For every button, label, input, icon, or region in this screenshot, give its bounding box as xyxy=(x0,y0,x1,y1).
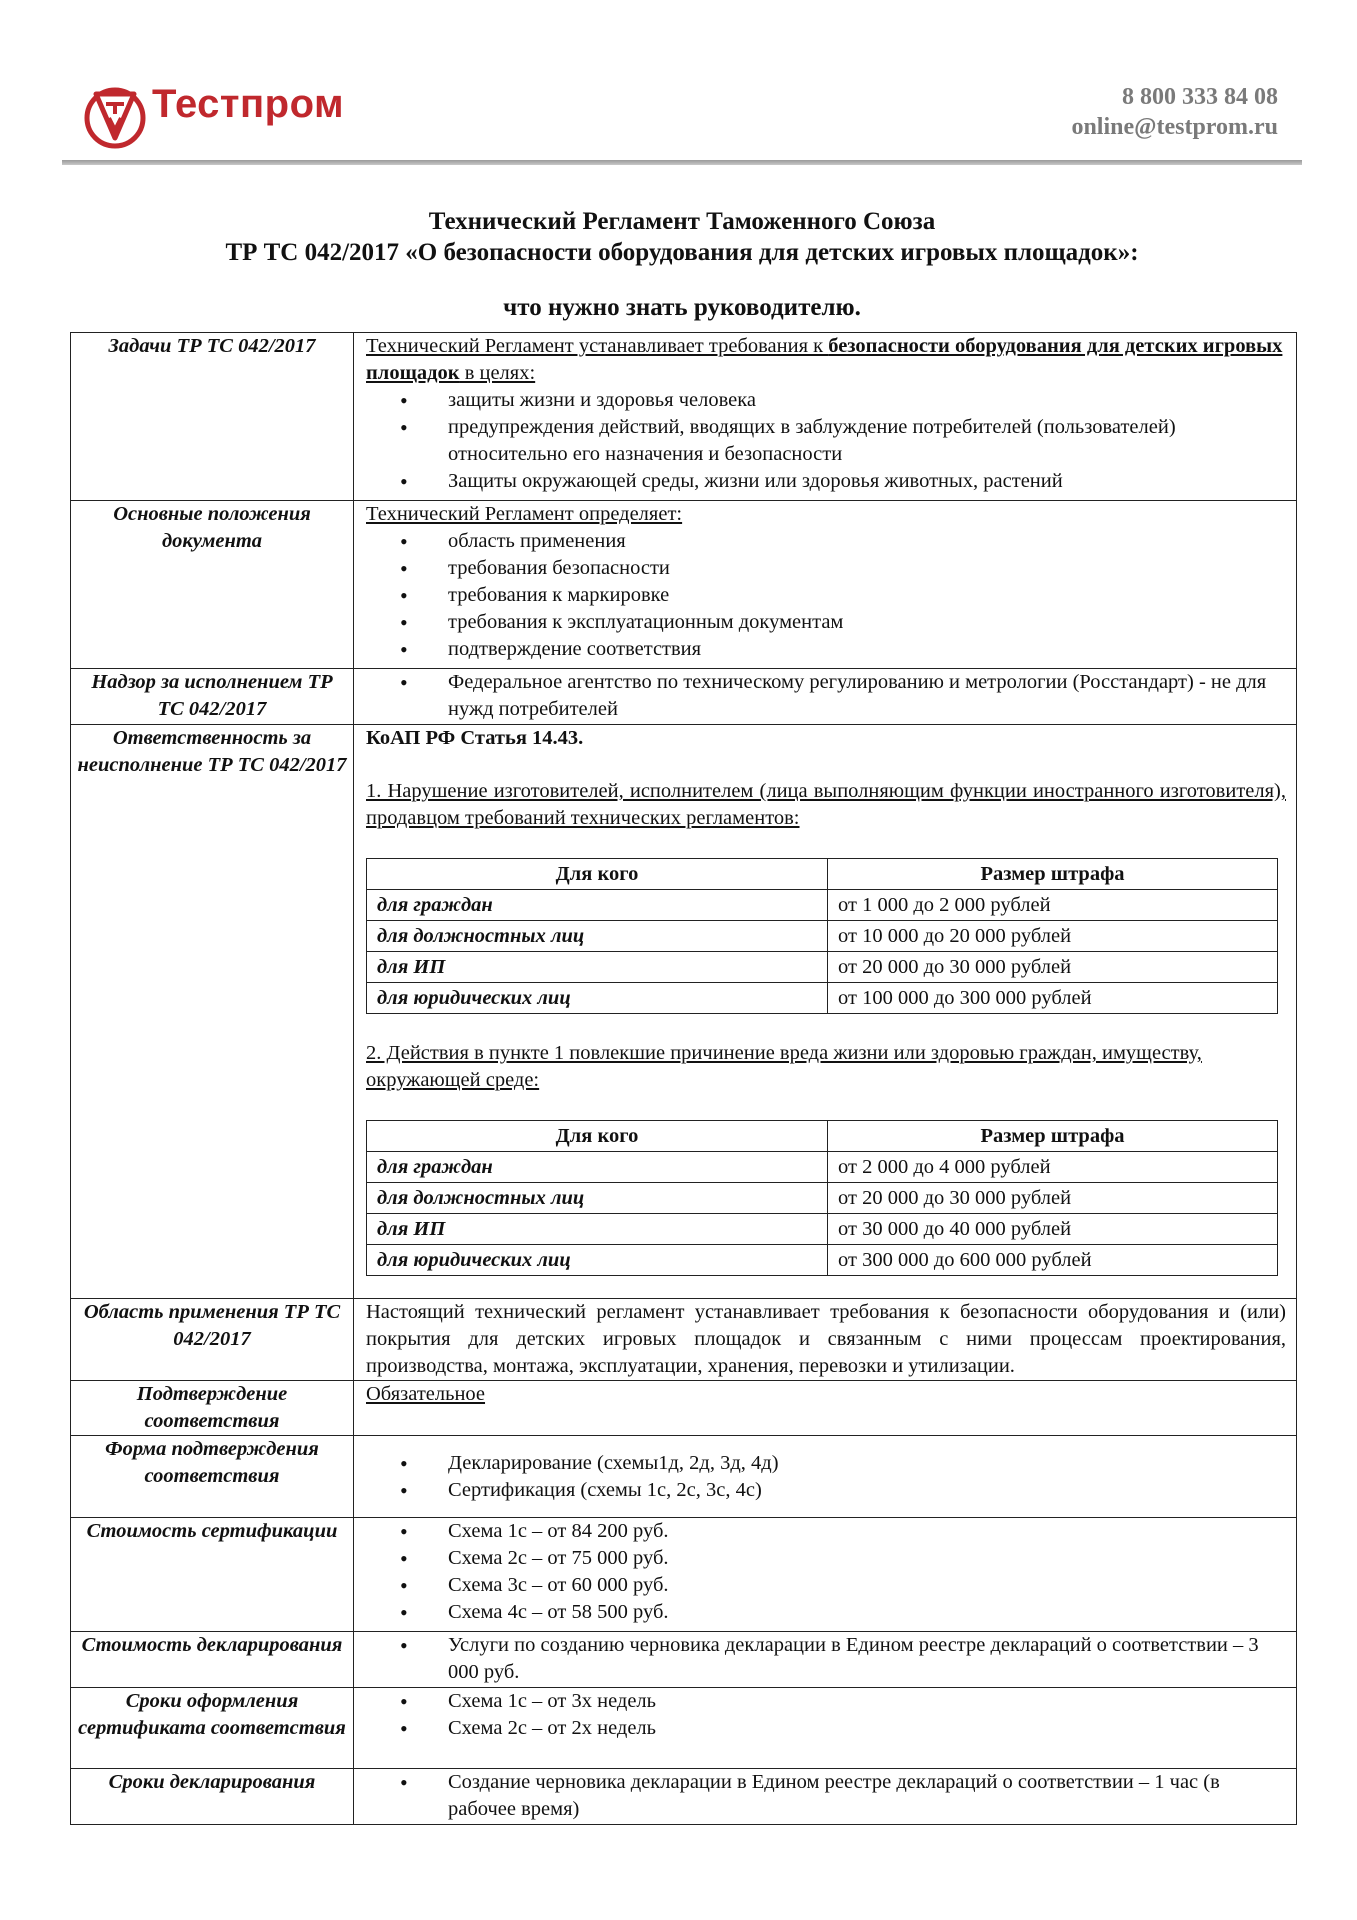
phone-link[interactable]: 8 800 333 84 08 xyxy=(1122,84,1278,110)
list-item: • защиты жизни и здоровья человека xyxy=(400,387,1286,414)
fine-amount: от 30 000 до 40 000 рублей xyxy=(828,1214,1278,1245)
document-title xyxy=(62,206,1302,323)
row-content xyxy=(354,501,1297,669)
form-list xyxy=(366,1450,1286,1504)
cert-terms-list xyxy=(366,1688,1286,1742)
table-row xyxy=(367,1245,1278,1276)
row-label: Ответственность за неисполнение ТР ТС 042/2017 xyxy=(71,725,354,1299)
row-content xyxy=(354,1688,1297,1769)
table-header-row xyxy=(367,859,1278,890)
fine-who: для должностных лиц xyxy=(367,1183,828,1214)
title-line-1: Технический Регламент Таможенного Союза xyxy=(428,208,936,235)
fine-amount: от 1 000 до 2 000 рублей xyxy=(828,890,1278,921)
list-item: • Декларирование (схемы1д, 2д, 3д, 4д) xyxy=(400,1450,1286,1477)
table-row xyxy=(71,1299,1297,1381)
list-item: • Схема 1с – от 84 200 руб. xyxy=(400,1518,1286,1545)
tasks-intro: Технический Регламент устанавливает требования к безопасности оборудования для детских игровых площадок в целях: xyxy=(366,335,1283,384)
row-content xyxy=(354,1632,1297,1688)
row-label: Форма подтверждения соответствия xyxy=(71,1436,354,1518)
row-content xyxy=(354,1518,1297,1632)
fine-amount: от 2 000 до 4 000 рублей xyxy=(828,1152,1278,1183)
row-label: Задачи ТР ТС 042/2017 xyxy=(71,333,354,501)
company-logo[interactable] xyxy=(82,78,482,158)
column-header-who: Для кого xyxy=(367,1121,828,1152)
fine-amount: от 10 000 до 20 000 рублей xyxy=(828,921,1278,952)
row-content xyxy=(354,1381,1297,1436)
table-row xyxy=(71,725,1297,1299)
fine-amount: от 20 000 до 30 000 рублей xyxy=(828,1183,1278,1214)
fine-who: для юридических лиц xyxy=(367,1245,828,1276)
table-header-row xyxy=(367,1121,1278,1152)
provisions-list xyxy=(366,528,1286,663)
fine-who: для должностных лиц xyxy=(367,921,828,952)
list-item: • Схема 2с – от 2х недель xyxy=(400,1715,1286,1742)
table-row xyxy=(71,501,1297,669)
supervision-list xyxy=(366,669,1286,723)
regulation-table xyxy=(70,332,1297,1825)
fine-who: для граждан xyxy=(367,1152,828,1183)
table-row xyxy=(71,669,1297,725)
article-title: КоАП РФ Статья 14.43. xyxy=(366,727,584,749)
fine-amount: от 300 000 до 600 000 рублей xyxy=(828,1245,1278,1276)
table-row xyxy=(71,1632,1297,1688)
column-header-fine: Размер штрафа xyxy=(828,859,1278,890)
table-row xyxy=(367,983,1278,1014)
fine-who: для граждан xyxy=(367,890,828,921)
list-item: • требования к маркировке xyxy=(400,582,1286,609)
table-row xyxy=(367,1183,1278,1214)
table-row xyxy=(367,921,1278,952)
tasks-list xyxy=(366,387,1286,495)
fine-who: для юридических лиц xyxy=(367,983,828,1014)
page-header xyxy=(62,60,1302,170)
column-header-fine: Размер штрафа xyxy=(828,1121,1278,1152)
row-content xyxy=(354,333,1297,501)
list-item: • область применения xyxy=(400,528,1286,555)
list-item: • Сертификация (схемы 1с, 2с, 3с, 4с) xyxy=(400,1477,1286,1504)
table-row xyxy=(71,1769,1297,1825)
table-row xyxy=(71,1518,1297,1632)
table-row xyxy=(367,952,1278,983)
fine-amount: от 20 000 до 30 000 рублей xyxy=(828,952,1278,983)
contacts xyxy=(1071,82,1278,142)
fine-who: для ИП xyxy=(367,1214,828,1245)
liability-point-2: 2. Действия в пункте 1 повлекшие причинение вреда жизни или здоровью граждан, имуществу, окружающей среде: xyxy=(366,1042,1202,1091)
row-label: Сроки декларирования xyxy=(71,1769,354,1825)
row-content xyxy=(354,669,1297,725)
fine-amount: от 100 000 до 300 000 рублей xyxy=(828,983,1278,1014)
list-item: • Создание черновика декларации в Едином реестре деклараций о соответствии – 1 час (в рабочее время) xyxy=(400,1769,1286,1823)
list-item: • Услуги по созданию черновика декларации в Едином реестре деклараций о соответствии – 3 000 руб. xyxy=(400,1632,1286,1686)
list-item: • предупреждения действий, вводящих в заблуждение потребителей (пользователей) относительно его назначения и безопасности xyxy=(400,414,1286,468)
row-label: Основные положения документа xyxy=(71,501,354,669)
row-content xyxy=(354,1769,1297,1825)
list-item: • Схема 3с – от 60 000 руб. xyxy=(400,1572,1286,1599)
row-label: Стоимость сертификации xyxy=(71,1518,354,1632)
decl-terms-list xyxy=(366,1769,1286,1823)
list-item: • Схема 2с – от 75 000 руб. xyxy=(400,1545,1286,1572)
list-item: • Схема 4с – от 58 500 руб. xyxy=(400,1599,1286,1626)
row-label: Надзор за исполнением ТР ТС 042/2017 xyxy=(71,669,354,725)
table-row xyxy=(71,333,1297,501)
provisions-intro: Технический Регламент определяет: xyxy=(366,503,683,525)
logo-text: Тестпром xyxy=(152,82,345,126)
cert-cost-list xyxy=(366,1518,1286,1626)
decl-cost-list xyxy=(366,1632,1286,1686)
fine-who: для ИП xyxy=(367,952,828,983)
row-label: Стоимость декларирования xyxy=(71,1632,354,1688)
title-line-2: ТР ТС 042/2017 «О безопасности оборудования для детских игровых площадок»: xyxy=(225,239,1139,266)
table-row xyxy=(71,1688,1297,1769)
table-row xyxy=(71,1381,1297,1436)
email-link[interactable]: online@testprom.ru xyxy=(1071,114,1278,140)
row-label: Сроки оформления сертификата соответствия xyxy=(71,1688,354,1769)
list-item: • подтверждение соответствия xyxy=(400,636,1286,663)
list-item: • требования безопасности xyxy=(400,555,1286,582)
row-label: Область применения ТР ТС 042/2017 xyxy=(71,1299,354,1381)
list-item: • Защиты окружающей среды, жизни или здоровья животных, растений xyxy=(400,468,1286,495)
row-content xyxy=(354,1436,1297,1518)
scope-text: Настоящий технический регламент устанавливает требования к безопасности оборудования и (или) покрытия для детских игровых площадок и связанным с ними процессам проектирования, производства, монтажа, эксплуатации, хранения, перевозки и утилизации. xyxy=(354,1299,1297,1381)
column-header-who: Для кого xyxy=(367,859,828,890)
list-item: • Схема 1с – от 3х недель xyxy=(400,1688,1286,1715)
header-divider xyxy=(62,160,1302,165)
list-item: • требования к эксплуатационным документам xyxy=(400,609,1286,636)
table-row xyxy=(367,1214,1278,1245)
confirmation-value: Обязательное xyxy=(366,1383,486,1405)
table-row xyxy=(71,1436,1297,1518)
liability-point-1: 1. Нарушение изготовителей, исполнителем (лица выполняющим функции иностранного изготовителя), продавцом требований технических регламентов: xyxy=(366,780,1286,829)
fines-table-1 xyxy=(366,858,1278,1014)
table-row xyxy=(367,1152,1278,1183)
list-item: • Федеральное агентство по техническому регулированию и метрологии (Росстандарт) - не для нужд потребителей xyxy=(400,669,1286,723)
row-label: Подтверждение соответствия xyxy=(71,1381,354,1436)
row-content xyxy=(354,725,1297,1299)
fines-table-2 xyxy=(366,1120,1278,1276)
title-line-3: что нужно знать руководителю. xyxy=(503,294,861,321)
table-row xyxy=(367,890,1278,921)
testprom-logo-icon xyxy=(82,78,150,152)
